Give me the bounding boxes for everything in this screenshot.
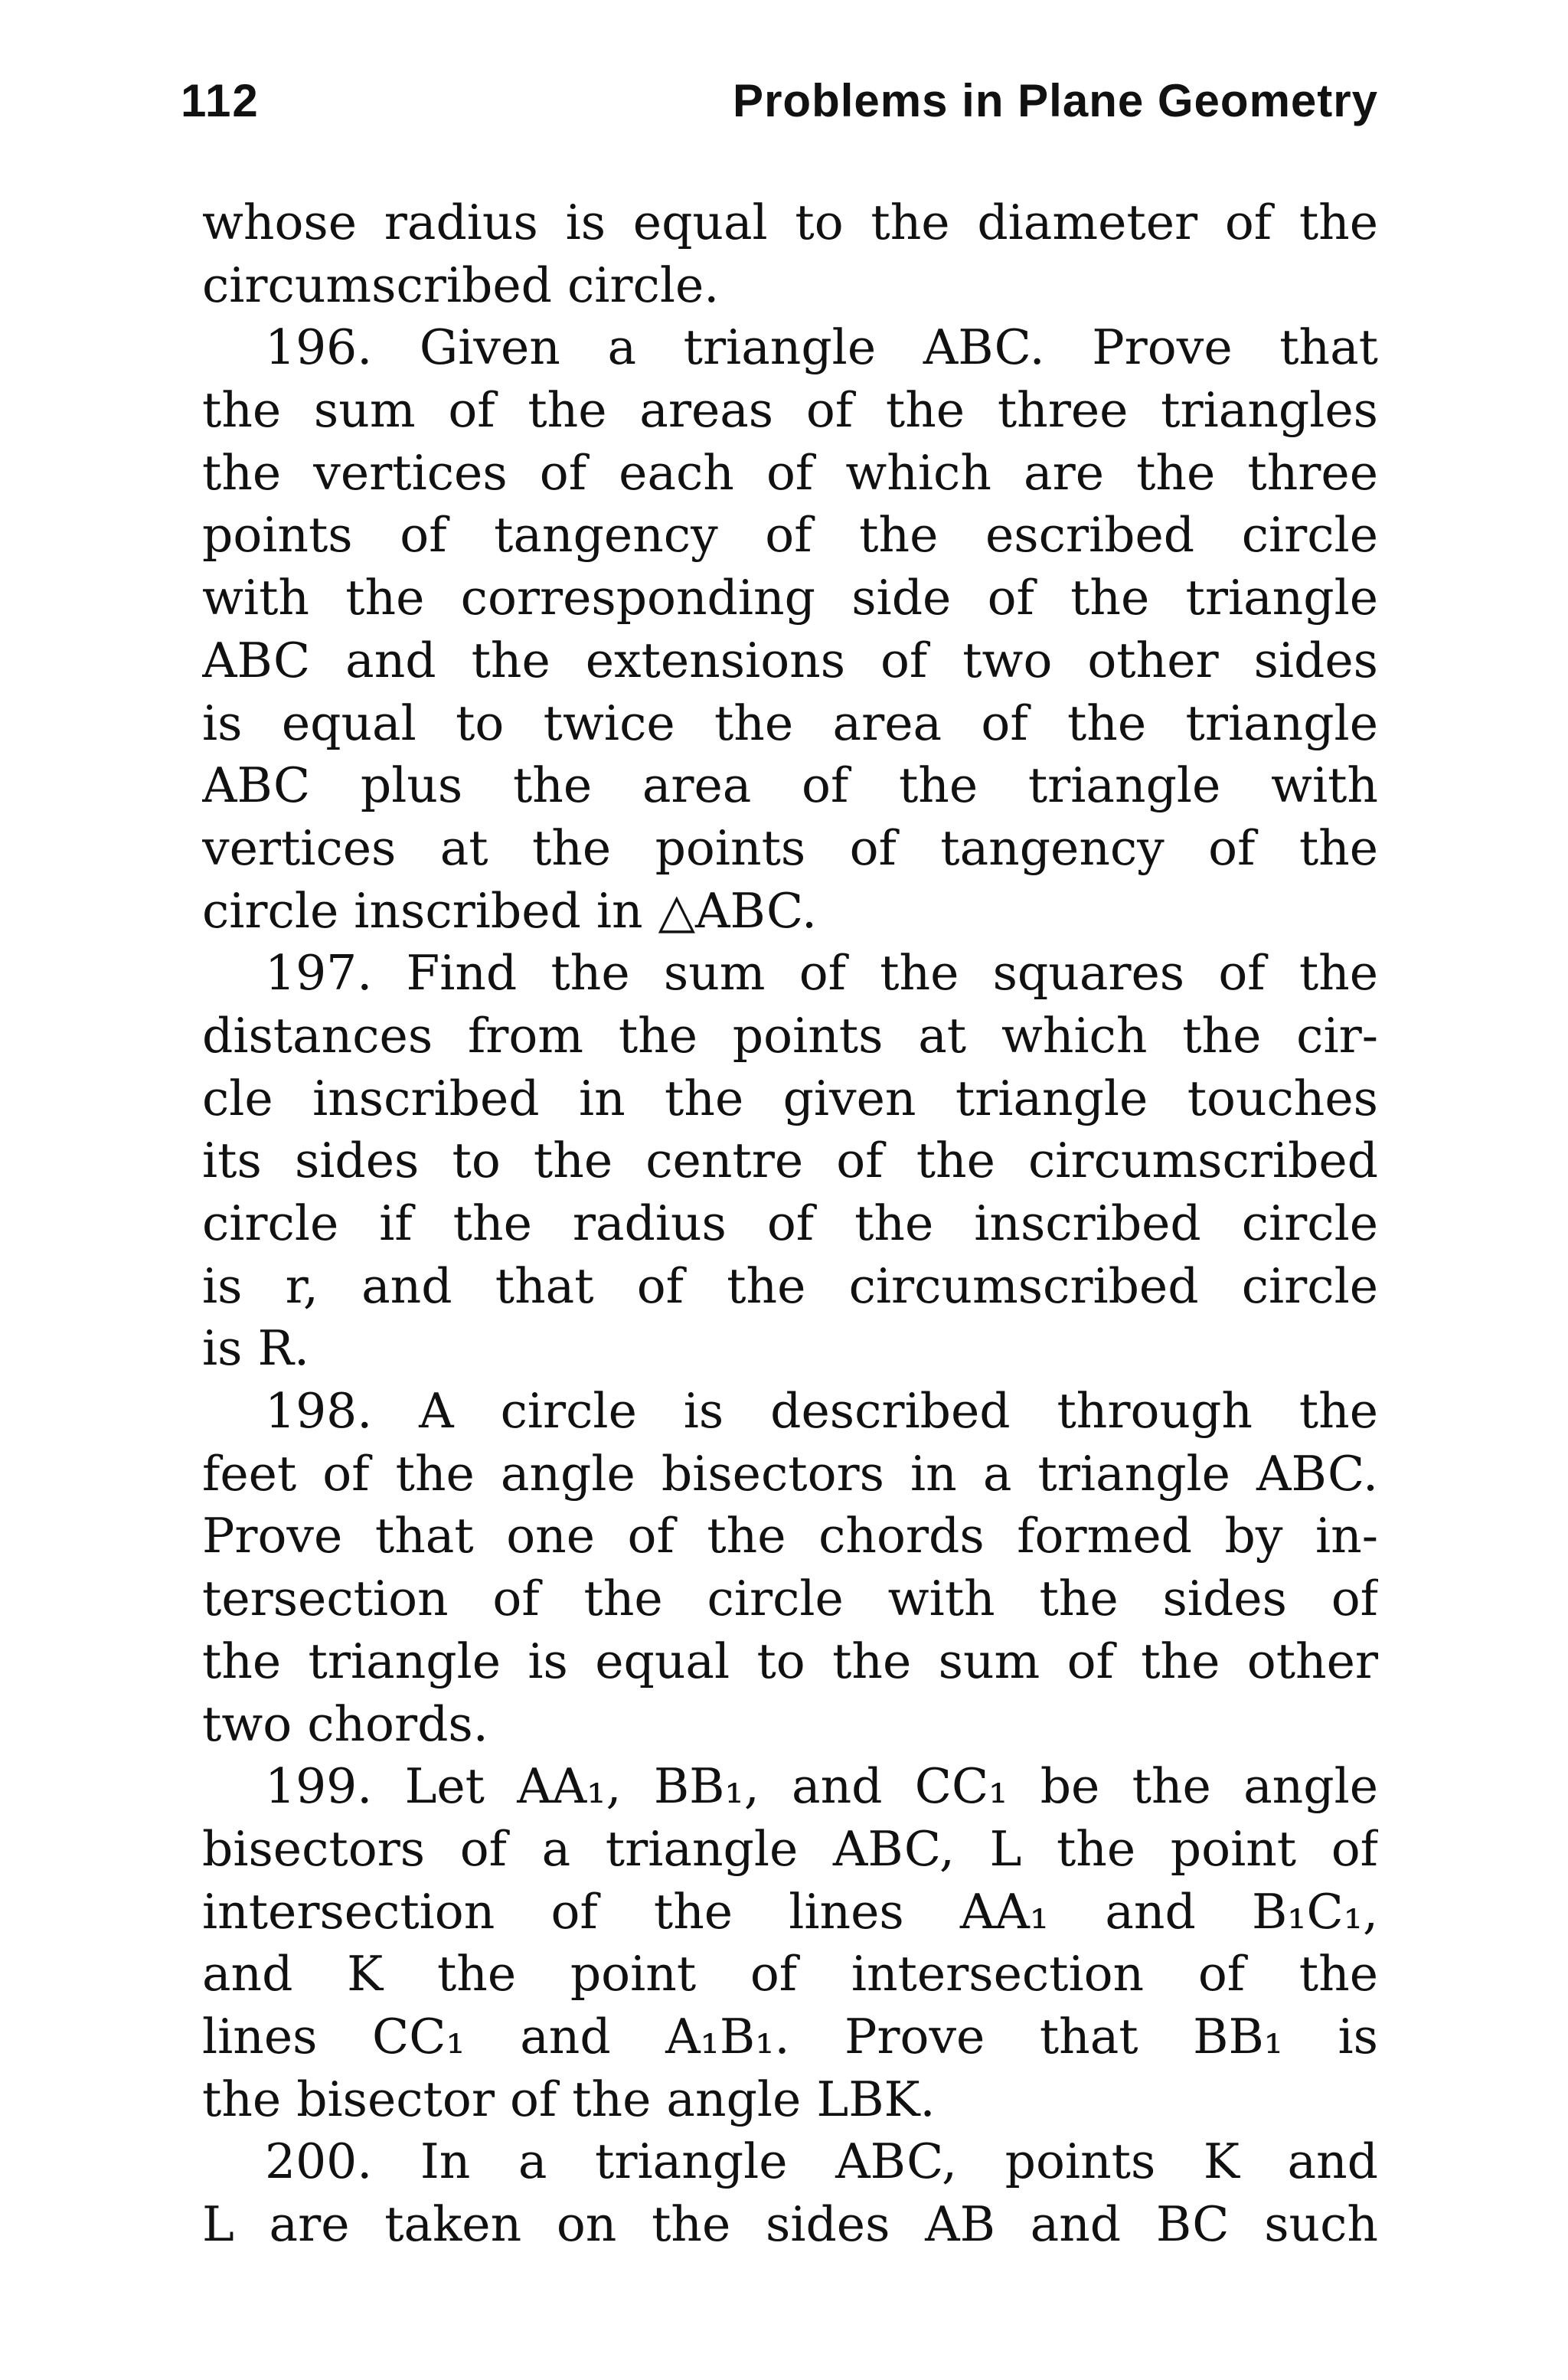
- text-line: the bisector of the angle LBK.: [202, 2071, 936, 2127]
- page-number: 112: [181, 75, 260, 126]
- text-line: is R.: [202, 1320, 309, 1377]
- text-line: whose radius is equal to the diameter of the: [202, 195, 1378, 250]
- text-line: bisectors of a triangle ABC, L the point of: [202, 1820, 1378, 1877]
- text-line: distances from the points at which the cir-: [202, 1007, 1378, 1064]
- text-line: the sum of the areas of the three triangles: [202, 382, 1378, 439]
- text-line: lines CC₁ and A₁B₁. Prove that BB₁ is: [202, 2008, 1378, 2065]
- text-line: the triangle is equal to the sum of the other: [202, 1633, 1378, 1689]
- text-line: its sides to the centre of the circumscribed: [202, 1133, 1378, 1189]
- text-line: cle inscribed in the given triangle touches: [202, 1070, 1378, 1126]
- text-line: feet of the angle bisectors in a triangle ABC.: [202, 1445, 1378, 1502]
- problem-197-first-line: 197. Find the sum of the squares of the: [265, 945, 1378, 1002]
- running-title: Problems in Plane Geometry: [733, 75, 1378, 126]
- problem-200-first-line: 200. In a triangle ABC, points K and: [265, 2133, 1378, 2190]
- text-line: ABC plus the area of the triangle with: [202, 757, 1378, 814]
- text-line: tersection of the circle with the sides of: [202, 1571, 1378, 1627]
- text-line: two chords.: [202, 1695, 488, 1752]
- problem-199-first-line: 199. Let AA₁, BB₁, and CC₁ be the angle: [265, 1758, 1378, 1815]
- text-line: Prove that one of the chords formed by in-: [202, 1508, 1378, 1564]
- text-line: is r, and that of the circumscribed circle: [202, 1257, 1378, 1314]
- body-text: [202, 191, 1378, 2256]
- text-line: intersection of the lines AA₁ and B₁C₁,: [202, 1883, 1378, 1940]
- problem-198-first-line: 198. A circle is described through the: [265, 1383, 1378, 1440]
- text-line: the vertices of each of which are the three: [202, 444, 1378, 501]
- problem-196-first-line: 196. Given a triangle ABC. Prove that: [265, 319, 1378, 376]
- text-line: is equal to twice the area of the triangle: [202, 695, 1378, 751]
- text-line: and K the point of intersection of the: [202, 1946, 1378, 2002]
- text-line: vertices at the points of tangency of the: [202, 819, 1378, 876]
- text-line: circle if the radius of the inscribed circle: [202, 1195, 1378, 1251]
- text-line: points of tangency of the escribed circle: [202, 507, 1378, 564]
- page-header: [181, 70, 1378, 132]
- text-line: L are taken on the sides AB and BC such: [202, 2196, 1378, 2252]
- text-line: ABC and the extensions of two other sides: [202, 632, 1378, 688]
- text-line: circumscribed circle.: [202, 257, 720, 313]
- text-line: circle inscribed in △ABC.: [202, 882, 818, 939]
- text-line: with the corresponding side of the triangle: [202, 570, 1378, 626]
